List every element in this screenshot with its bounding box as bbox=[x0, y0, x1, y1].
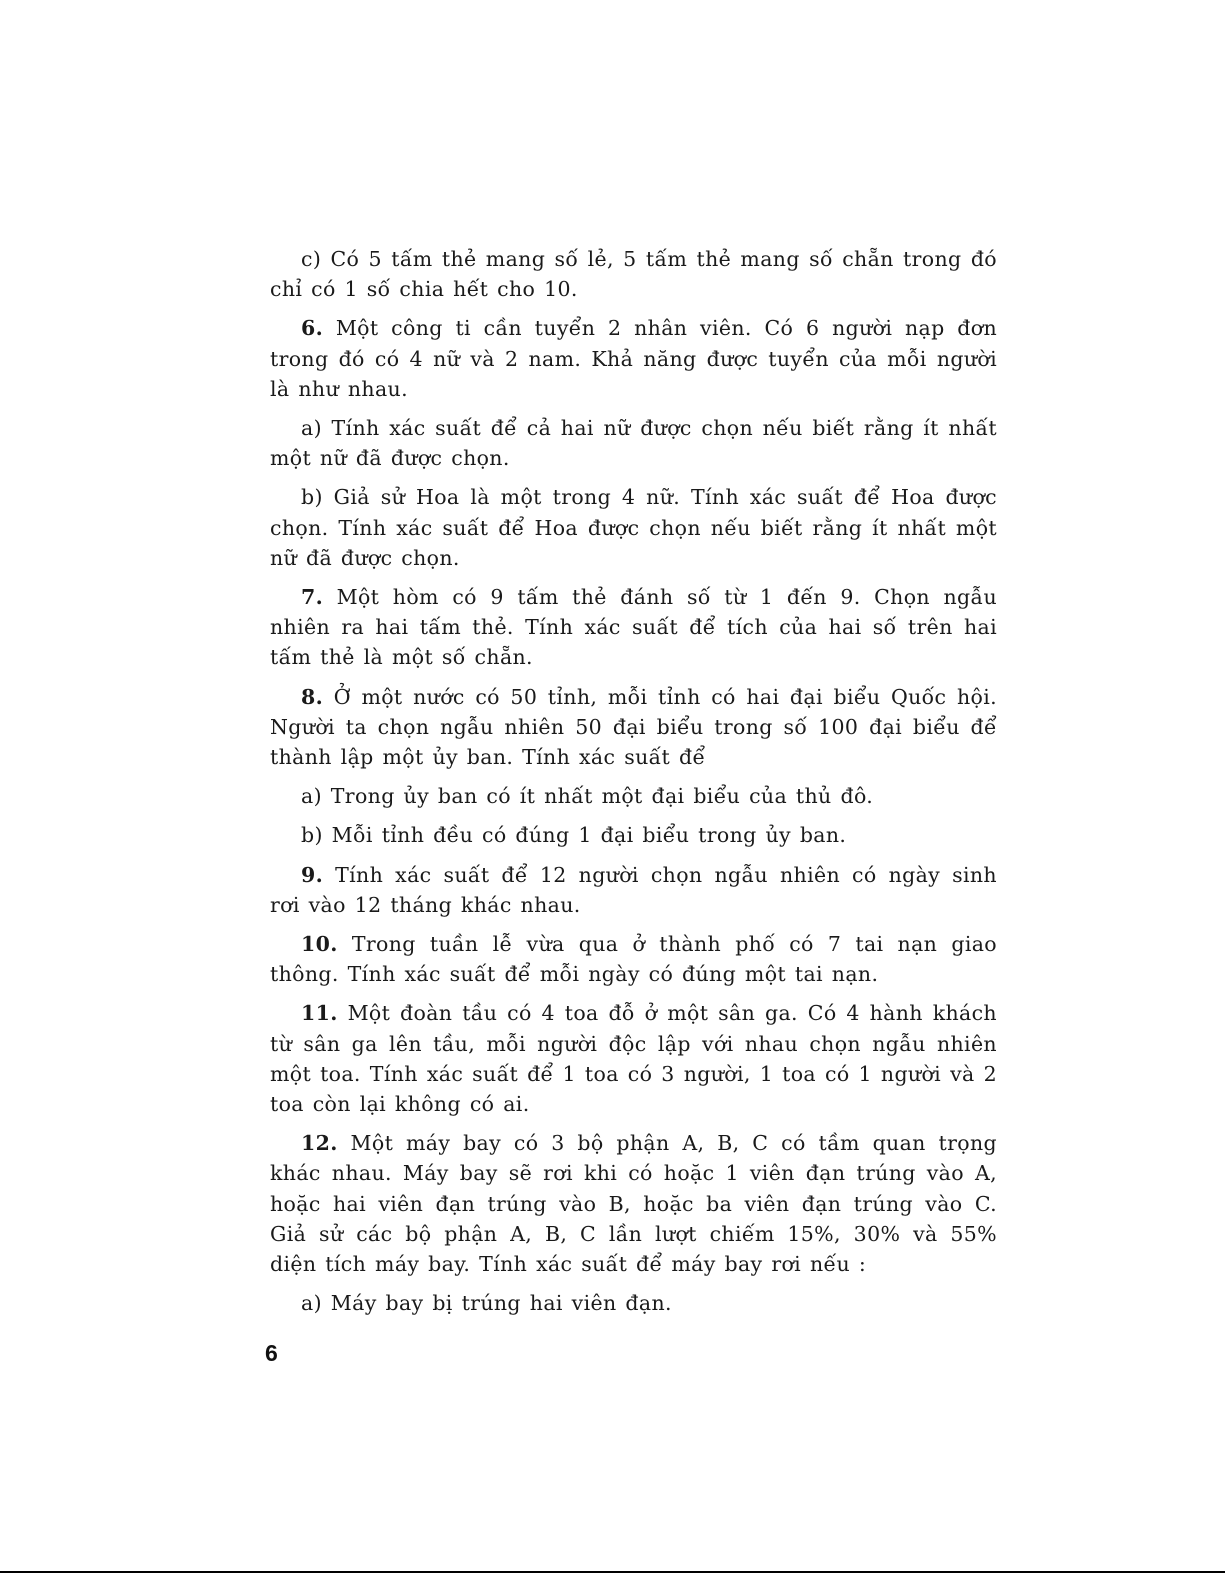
exercise-number: 11. bbox=[301, 1001, 338, 1026]
paragraph-text: Một công ti cần tuyển 2 nhân viên. Có 6 người nạp đơn trong đó có 4 nữ và 2 nam. Khả năng được tuyển của mỗi người là như nhau. bbox=[270, 316, 998, 401]
exercise-number: 12. bbox=[301, 1131, 338, 1156]
paragraph-6b bbox=[270, 482, 997, 573]
paragraph-text: Một máy bay có 3 bộ phận A, B, C có tầm quan trọng khác nhau. Máy bay sẽ rơi khi có hoặc 1 viên đạn trúng vào A, hoặc hai viên đạn trúng vào B, hoặc ba viên đạn trúng vào C. Giả sử các bộ phận A, B, C lần lượt chiếm 15%, 30% và 55% diện tích máy bay. Tính xác suất để máy bay rơi nếu : bbox=[270, 1131, 998, 1277]
exercise-number: 10. bbox=[301, 932, 338, 957]
paragraph-text: Ở một nước có 50 tỉnh, mỗi tỉnh có hai đại biểu Quốc hội. Người ta chọn ngẫu nhiên 50 đại biểu trong số 100 đại biểu để thành lập một ủy ban. Tính xác suất để bbox=[270, 684, 997, 770]
paragraph-text: a) Tính xác suất để cả hai nữ được chọn nếu biết rằng ít nhất một nữ đã được chọn. bbox=[270, 416, 997, 471]
paragraph-text: Một hòm có 9 tấm thẻ đánh số từ 1 đến 9. Chọn ngẫu nhiên ra hai tấm thẻ. Tính xác suất để tích của hai số trên hai tấm thẻ là một số chẵn. bbox=[270, 585, 997, 670]
exercise-number: 8. bbox=[301, 684, 324, 709]
paragraph-8b bbox=[270, 820, 997, 850]
paragraph-text: a) Trong ủy ban có ít nhất một đại biểu của thủ đô. bbox=[301, 784, 874, 809]
paragraph-11 bbox=[270, 998, 997, 1119]
paragraph-12 bbox=[270, 1128, 997, 1279]
paragraph-9 bbox=[270, 860, 997, 920]
page-body bbox=[270, 244, 997, 1328]
paragraph-text: Tính xác suất để 12 người chọn ngẫu nhiên có ngày sinh rơi vào 12 tháng khác nhau. bbox=[270, 862, 997, 917]
paragraph-text: Một đoàn tầu có 4 toa đỗ ở một sân ga. Có 4 hành khách từ sân ga lên tầu, mỗi người độc lập với nhau chọn ngẫu nhiên một toa. Tính xác suất để 1 toa có 3 người, 1 toa có 1 người và 2 toa còn lại không có ai. bbox=[270, 1001, 997, 1117]
paragraph-6 bbox=[270, 313, 997, 404]
paragraph-text: b) Giả sử Hoa là một trong 4 nữ. Tính xác suất để Hoa được chọn. Tính xác suất để Hoa được chọn nếu biết rằng ít nhất một nữ đã được chọn. bbox=[270, 485, 997, 570]
exercise-number: 7. bbox=[301, 585, 324, 610]
paragraph-8 bbox=[270, 682, 997, 773]
exercise-number: 9. bbox=[301, 862, 324, 887]
paragraph-6a bbox=[270, 413, 997, 473]
paragraph-5c bbox=[270, 244, 997, 304]
paragraph-8a bbox=[270, 781, 997, 811]
page-number: 6 bbox=[265, 1340, 278, 1366]
paragraph-7 bbox=[270, 582, 997, 673]
paragraph-text: a) Máy bay bị trúng hai viên đạn. bbox=[301, 1291, 672, 1316]
paragraph-10 bbox=[270, 929, 997, 989]
paragraph-12a bbox=[270, 1288, 997, 1318]
paragraph-text: Trong tuần lễ vừa qua ở thành phố có 7 tai nạn giao thông. Tính xác suất để mỗi ngày có đúng một tai nạn. bbox=[270, 932, 997, 987]
exercise-number: 6. bbox=[301, 316, 324, 341]
paragraph-text: b) Mỗi tỉnh đều có đúng 1 đại biểu trong ủy ban. bbox=[301, 823, 847, 848]
paragraph-text: c) Có 5 tấm thẻ mang số lẻ, 5 tấm thẻ mang số chẵn trong đó chỉ có 1 số chia hết cho 10. bbox=[270, 247, 997, 302]
